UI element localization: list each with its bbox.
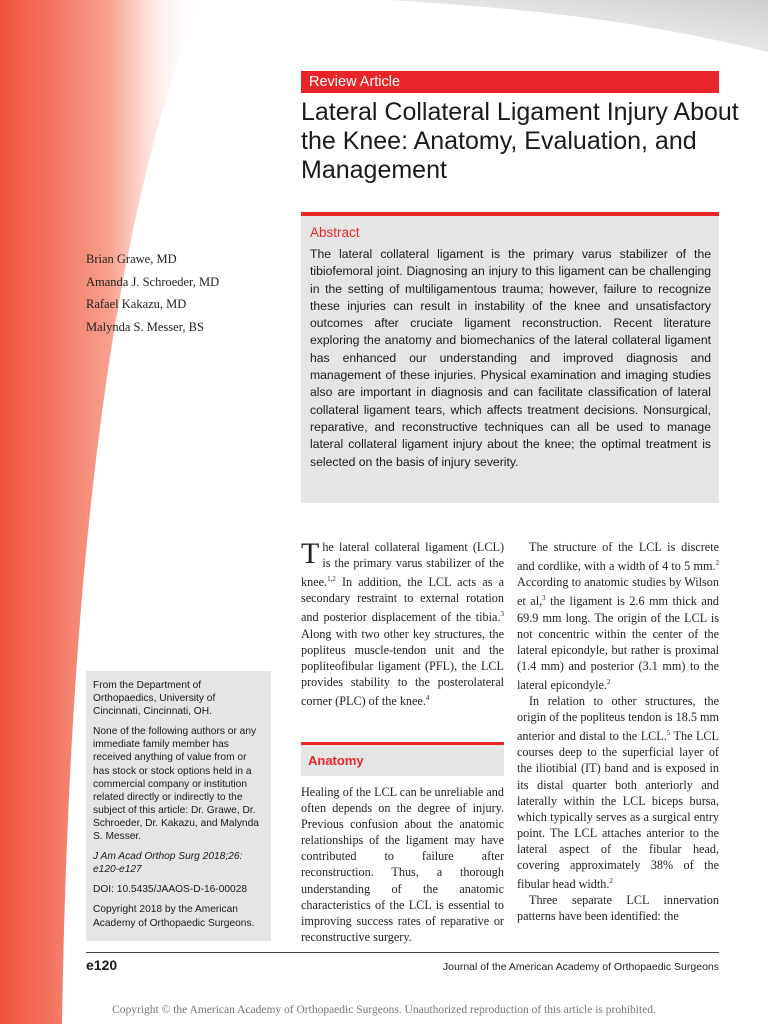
reference-marker: 4 bbox=[425, 693, 430, 702]
body-paragraph: Three separate LCL innervation patterns have been identified: the bbox=[517, 893, 719, 924]
reference-marker: 3 bbox=[500, 610, 504, 619]
author-name: Rafael Kakazu, MD bbox=[86, 297, 187, 311]
intro-text-c: Along with two other key structures, the popliteus muscle-tendon unit and the popliteofibular ligament (PFL), the LCL provides stability to the posterolateral corner (PLC) of the knee. bbox=[301, 626, 504, 709]
anatomy-text: Healing of the LCL can be unreliable and often depends on the degree of injury. Previous confusion about the anatomic relationships of the ligament may have contributed to failure after reconstruction. Thus, a thorough understanding of the anatomic characteristics of the LCL is essential to improving success rates of reparative or reconstructive surgery. bbox=[301, 785, 504, 944]
citation: J Am Acad Orthop Surg 2018;26: e120-e127 bbox=[93, 851, 243, 876]
p1-text-c: the ligament is 2.6 mm thick and 69.9 mm long. The origin of the LCL is not concentric within the center of the lateral epicondyle, but rather is proximal (1.4 mm) and posterior (3.1 mm) to the lateral epicondyle. bbox=[517, 594, 720, 692]
page-number: e120 bbox=[86, 957, 118, 973]
intro-text-a: he lateral collateral ligament (LCL) is the primary varus stabilizer of the knee. bbox=[301, 540, 504, 590]
author-name: Malynda S. Messer, BS bbox=[86, 319, 204, 334]
column-two-text bbox=[517, 539, 719, 924]
reference-marker: 5 bbox=[666, 729, 671, 738]
anatomy-paragraph bbox=[301, 784, 504, 945]
intro-text-b: In addition, the LCL acts as a secondary restraint to external rotation and posterior displacement of the tibia. bbox=[301, 575, 504, 625]
p2-text-a: In relation to other structures, the origin of the popliteus tendon is 18.5 mm anterior and distal to the LCL. bbox=[517, 694, 719, 744]
reference-marker: 1,2 bbox=[327, 575, 336, 584]
article-category-banner: Review Article bbox=[301, 71, 719, 93]
section-heading-anatomy: Anatomy bbox=[301, 742, 504, 776]
author-name: Brian Grawe, MD bbox=[86, 252, 177, 266]
sidebar-copyright: Copyright 2018 by the American Academy of Orthopaedic Surgeons. bbox=[93, 904, 255, 929]
abstract-panel bbox=[301, 216, 719, 503]
footer-divider bbox=[86, 952, 719, 953]
author-name: Amanda J. Schroeder, MD bbox=[86, 274, 220, 289]
abstract-text: The lateral collateral ligament is the primary varus stabilizer of the tibiofemoral joint. Diagnosing an injury to this ligament can be challenging in the setting of multiligamentous trauma; however, failure to recognize these injuries can result in instability of the knee and unsatisfactory outcomes after cruciate ligament reconstruction. Recent literature exploring the anatomy and biomechanics of the lateral collateral ligament has enhanced our understanding and improved diagnosis and management of these injuries. Physical examination and imaging studies also are important in diagnosis and can facilitate classification of lateral collateral ligament tears, which affects treatment decisions. Nonsurgical, reparative, and reconstructive techniques can all be used to manage lateral collateral ligament injury about the knee; the optimal treatment is selected on the basis of injury severity. bbox=[310, 247, 711, 469]
affiliation: From the Department of Orthopaedics, University of Cincinnati, Cincinnati, OH. bbox=[93, 680, 216, 718]
reference-marker: 2 bbox=[609, 877, 613, 886]
reference-marker: 3 bbox=[542, 594, 546, 603]
grey-swoosh bbox=[390, 0, 768, 52]
copyright-notice: Copyright © the American Academy of Orthopaedic Surgeons. Unauthorized reproduction of this article is prohibited. bbox=[112, 1004, 656, 1016]
reference-marker: 2 bbox=[607, 677, 611, 686]
reference-marker: 2 bbox=[715, 559, 719, 568]
body-paragraph bbox=[517, 693, 719, 892]
p1-text-b: According to anatomic studies by Wilson et al, bbox=[517, 575, 719, 609]
p2-text-b: The LCL courses deep to the superficial layer of the iliotibial (IT) band and is exposed in its distal quarter both anteriorly and laterally within the LCL biceps bursa, which typically serves as a surgical entry point. The LCL attaches anterior to the lateral aspect of the fibular head, covering approximately 38% of the fibular head width. bbox=[517, 729, 719, 892]
body-paragraph bbox=[517, 539, 719, 693]
disclosure: None of the following authors or any immediate family member has received anything of value from or has stock or stock options held in a commercial company or institution related directly or indirectly to the subject of this article: Dr. Grawe, Dr. Schroeder, Dr. Kakazu, and Malynda S. Messer. bbox=[93, 726, 259, 843]
article-info-sidebar bbox=[86, 671, 271, 941]
article-title: Lateral Collateral Ligament Injury About the Knee: Anatomy, Evaluation, and Management bbox=[301, 98, 739, 184]
intro-paragraph bbox=[301, 539, 504, 709]
p1-text-a: The structure of the LCL is discrete and cordlike, with a width of 4 to 5 mm. bbox=[517, 540, 719, 574]
drop-cap: T bbox=[301, 537, 320, 570]
journal-name: Journal of the American Academy of Orthopaedic Surgeons bbox=[442, 961, 719, 973]
doi: DOI: 10.5435/JAAOS-D-16-00028 bbox=[93, 884, 248, 896]
abstract-heading: Abstract bbox=[310, 225, 360, 240]
author-list bbox=[86, 248, 286, 338]
